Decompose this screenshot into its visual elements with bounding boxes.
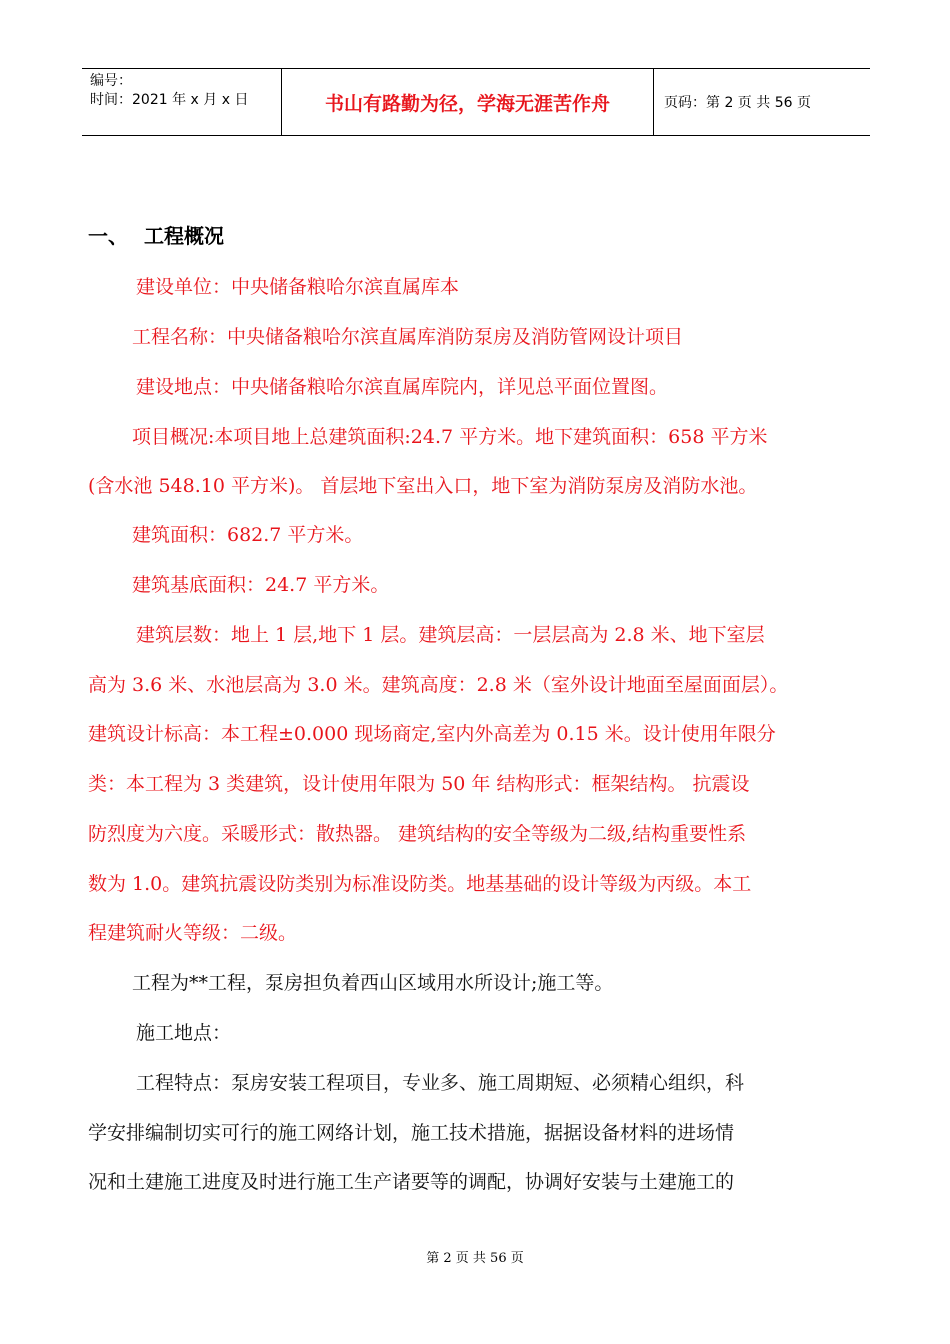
body-line: 况和土建施工进度及时进行施工生产诸要等的调配，协调好安装与土建施工的 — [88, 1171, 735, 1193]
body-line: 工程特点：泵房安装工程项目，专业多、施工周期短、必须精心组织，科 — [136, 1072, 745, 1094]
body-line: 防烈度为六度。采暖形式：散热器。 建筑结构的安全等级为二级,结构重要性系 — [88, 823, 747, 845]
section-heading — [88, 220, 224, 249]
body-line: 建筑基底面积：24.7 平方米。 — [132, 574, 390, 596]
section-number: 一、 — [88, 224, 128, 248]
page-header — [82, 68, 870, 136]
header-page-info: 页码：第 2 页 共 56 页 — [664, 95, 811, 111]
body-line: 学安排编制切实可行的施工网络计划，施工技术措施，据据设备材料的进场情 — [88, 1122, 735, 1144]
body-line: 施工地点： — [136, 1022, 232, 1044]
body-line: 建筑设计标高：本工程±0.000 现场商定,室内外高差为 0.15 米。设计使用年限分 — [88, 723, 776, 745]
body-line: 建设单位：中央储备粮哈尔滨直属库本 — [136, 276, 460, 298]
body-line: 建设地点：中央储备粮哈尔滨直属库院内，详见总平面位置图。 — [136, 376, 669, 398]
body-line: 数为 1.0。建筑抗震设防类别为标准设防类。地基基础的设计等级为丙级。本工 — [88, 873, 752, 895]
body-line: 类：本工程为 3 类建筑，设计使用年限为 50 年 结构形式：框架结构。 抗震设 — [88, 773, 750, 795]
body-line: 高为 3.6 米、水池层高为 3.0 米。建筑高度：2.8 米（室外设计地面至屋面面层）。 — [88, 674, 789, 696]
header-meta — [82, 69, 282, 135]
header-motto: 书山有路勤为径，学海无涯苦作舟 — [282, 69, 654, 135]
section-title: 工程概况 — [144, 224, 224, 248]
body-line: 工程为**工程，泵房担负着西山区域用水所设计;施工等。 — [132, 972, 614, 994]
body-line: 工程名称：中央储备粮哈尔滨直属库消防泵房及消防管网设计项目 — [132, 326, 684, 348]
body-line: 程建筑耐火等级：二级。 — [88, 922, 298, 944]
body-line: 建筑面积：682.7 平方米。 — [132, 524, 364, 546]
number-label: 编号： — [90, 73, 132, 89]
page-footer: 第 2 页 共 56 页 — [426, 1251, 524, 1266]
body-line: (含水池 548.10 平方米)。 首层地下室出入口，地下室为消防泵房及消防水池。 — [88, 475, 758, 497]
body-line: 项目概况:本项目地上总建筑面积:24.7 平方米。地下建筑面积：658 平方米 — [132, 426, 768, 448]
body-line: 建筑层数：地上 1 层,地下 1 层。建筑层高：一层层高为 2.8 米、地下室层 — [136, 624, 765, 646]
time-label: 时间：2021 年 x 月 x 日 — [90, 92, 249, 108]
